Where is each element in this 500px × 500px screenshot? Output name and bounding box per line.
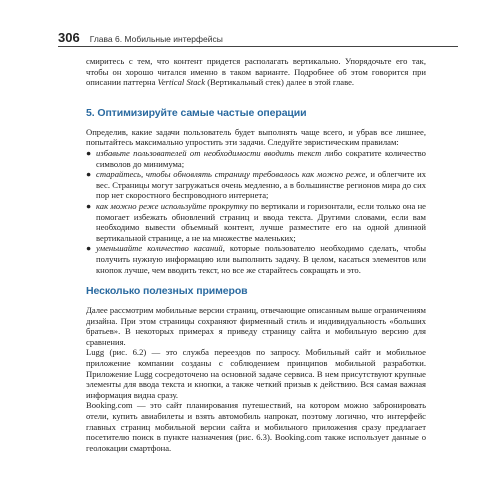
list-item-emphasis: старайтесь, чтобы обновлять страницу требовалось как можно реже bbox=[96, 169, 366, 180]
list-item-text: , и облегчите их вес. Страницы могут загружаться очень медленно, а в большинстве регионов мира до сих пор нет скоростного беспроводного интернета; bbox=[96, 169, 426, 201]
running-head bbox=[58, 28, 458, 44]
header-rule bbox=[58, 46, 458, 47]
page-number: 306 bbox=[58, 30, 80, 45]
examples-paragraph: Lugg (рис. 6.2) — это служба переездов по запросу. Мобильный сайт и мобильное приложение компании созданы с соблюдением принципов мобильной разработки. Приложение Lugg сосредоточено на основной задаче сервиса. В нем присутствуют крупные элементы для ввода текста и кнопки, а также четкий призыв к действию. Вся самая важная информация видна сразу. bbox=[86, 347, 426, 400]
list-item bbox=[86, 201, 426, 243]
bullet-icon: ● bbox=[86, 200, 92, 211]
section-heading: 5. Оптимизируйте самые частые операции bbox=[86, 106, 307, 119]
chapter-title: Глава 6. Мобильные интерфейсы bbox=[89, 34, 223, 44]
intro-paragraph bbox=[86, 56, 426, 88]
list-item-text: по вертикали и горизонтали, если только она не помогает избежать обновлений страниц и ввода текста. Другими словами, если вам необходимо вывести объемный контент, лучше разместите его на одной длинной вертикальной странице, а не на множестве маленьких; bbox=[96, 200, 426, 243]
list-item-emphasis: избавьте пользователей от необходимости вводить текст bbox=[96, 147, 322, 158]
list-item-text: либо сократите количество символов до минимума; bbox=[96, 147, 426, 169]
bullet-icon: ● bbox=[86, 147, 92, 158]
heuristics-list bbox=[86, 148, 426, 275]
list-item bbox=[86, 243, 426, 275]
pattern-name: Vertical Stack bbox=[157, 77, 206, 88]
list-item-text: , которые пользователю необходимо сделать, чтобы получить нужную информацию или выполнить задачу. В целом, касаться элементов или кнопок лучше, чем вводить текст, но все же старайтесь сокращать и это. bbox=[96, 243, 426, 275]
list-item-emphasis: как можно реже используйте прокрутку bbox=[96, 200, 248, 211]
intro-text-before: смиритесь с тем, что контент придется располагать вертикально. Упорядочьте его так, чтобы он хорошо читался именно в таком варианте. Подробнее об этом говорится при описании паттерна bbox=[86, 56, 426, 88]
list-item bbox=[86, 148, 426, 169]
examples-heading: Несколько полезных примеров bbox=[86, 285, 248, 298]
list-item bbox=[86, 169, 426, 201]
list-item-emphasis: уменьшайте количество касаний bbox=[96, 243, 223, 254]
intro-text-after: (Вертикальный стек) далее в этой главе. bbox=[205, 77, 355, 88]
bullet-icon: ● bbox=[86, 169, 92, 180]
section-paragraph: Определив, какие задачи пользователь будет выполнять чаще всего, и убрав все лишнее, попытайтесь максимально упростить эти задачи. Следуйте эвристическим правилам: bbox=[86, 126, 426, 148]
examples-paragraph: Далее рассмотрим мобильные версии страниц, отвечающие описанным выше ограничениям дизайна. При этом страницы сохраняют фирменный стиль и индивидуальность «больших братьев». В некоторых примерах я приведу страницу сайта и мобильную версию для сравнения. bbox=[86, 305, 426, 347]
examples-paragraph: Booking.com — это сайт планирования путешествий, на котором можно забронировать отели, купить авиабилеты и взять автомобиль напрокат, поэтому логично, что интерфейс главных страниц мобильной версии сайта и мобильного приложения сразу предлагает посетителю поиск в пункте назначения (рис. 6.3). Booking.com также использует данные о геолокации смартфона. bbox=[86, 400, 426, 453]
bullet-icon: ● bbox=[86, 243, 92, 254]
page-body bbox=[86, 56, 426, 453]
